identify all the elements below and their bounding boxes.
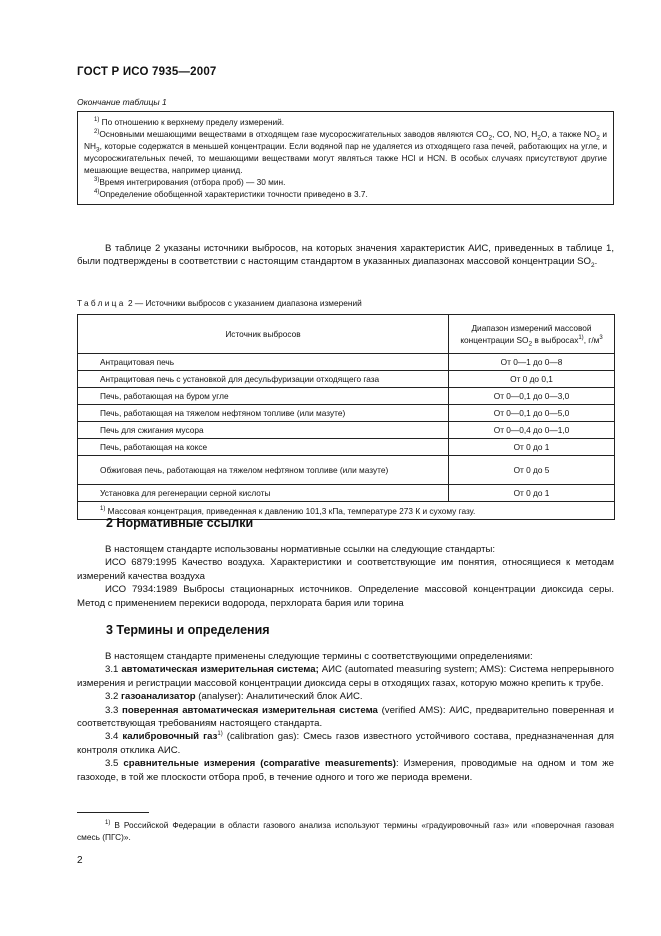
superscript: 1) [578, 335, 584, 342]
page-number: 2 [77, 855, 83, 866]
definition-3-1 [77, 663, 614, 690]
note-text: Основными мешающими веществами в отходящем газе мусоросжигательных заводов являются CO [99, 129, 489, 139]
section-2-title: 2 Нормативные ссылки [106, 516, 254, 530]
table1-note-3 [84, 176, 607, 188]
note-mark: 2) [94, 129, 100, 136]
table1-continuation-label: Окончание таблицы 1 [77, 97, 167, 107]
def-term: сравнительные измерения (comparative measurements) [123, 758, 396, 770]
source-cell: Обжиговая печь, работающая на тяжелом нефтяном топливе (или мазуте) [78, 456, 449, 485]
source-cell: Установка для регенерации серной кислоты [78, 485, 449, 502]
note-text: и NH [84, 129, 607, 151]
source-cell: Печь для сжигания мусора [78, 422, 449, 439]
range-cell: От 0 до 0,1 [449, 371, 615, 388]
subscript: 2 [528, 340, 533, 348]
range-cell: От 0 до 1 [449, 485, 615, 502]
col-range-text: , г/м [583, 335, 600, 345]
table-row [78, 371, 615, 388]
table-row [78, 354, 615, 371]
table2-caption [77, 298, 362, 308]
def-text: (verified AMS): АИС, предварительно поверенная и соответствующая требованиям настоящего стандарта. [77, 704, 614, 730]
table1-note-1 [84, 116, 607, 128]
table2-caption-text: 2 — Источники выбросов с указанием диапазона измерений [125, 298, 362, 308]
def-text: (analyser): Аналитический блок АИС. [195, 691, 363, 703]
table-row [78, 405, 615, 422]
document-header: ГОСТ Р ИСО 7935—2007 [77, 66, 217, 78]
def-term: автоматическая измерительная система; [121, 664, 319, 676]
table-row [78, 456, 615, 485]
section-3-intro: В настоящем стандарте применены следующие термины с соответствующими определениями: [105, 651, 533, 662]
table-row [78, 485, 615, 502]
col-range-text: в выбросах [532, 335, 579, 345]
note-mark: 4) [94, 189, 100, 196]
subscript: 3 [95, 146, 100, 154]
intro-paragraph [77, 242, 614, 269]
section-3-body [77, 650, 614, 784]
def-number: 3.3 [105, 704, 123, 716]
subscript: 2 [590, 262, 595, 270]
range-cell: От 0 до 5 [449, 456, 615, 485]
reference-iso-6879: ИСО 6879:1995 Качество воздуха. Характеристики и соответствующие им понятия, относящиеся к методам измерений качества воздуха [77, 557, 614, 582]
table1-note-2 [84, 128, 607, 176]
footnote-mark: 1) [100, 505, 106, 512]
note-text: , которые содержатся в меньшей концентрации. Если водяной пар не удаляется из отходящего газа печей, работающих на угле, и мусоросжигательных печей, то мешающими веществами могут являться также HCl и HCN. В особых случаях присутствуют другие мешающие вещества, например цианид. [84, 141, 607, 175]
intro-text: В таблице 2 указаны источники выбросов, на которых значения характеристик АИС, приведенных в таблице 1, были подтверждены в соответствии с настоящим стандартом в указанных диапазонах массовой концентрации SO [77, 243, 614, 268]
section-2-p1: В настоящем стандарте использованы нормативные ссылки на следующие стандарты: [105, 544, 496, 555]
range-cell: От 0—1 до 0—8 [449, 354, 615, 371]
superscript: 1) [217, 731, 223, 738]
def-number: 3.1 [105, 664, 122, 676]
section-2-body [77, 543, 614, 610]
subscript: 2 [488, 134, 493, 142]
note-text: O, а также NO [540, 129, 597, 139]
note-text: По отношению к верхнему пределу измерений. [99, 117, 285, 127]
note-text: Определение обобщенной характеристики точности приведено в 3.7. [99, 189, 368, 199]
col-range-text: Диапазон измерений массовой концентрации SO [460, 323, 592, 345]
note-text: , CO, NO, H [492, 129, 538, 139]
range-cell: От 0—0,1 до 0—3,0 [449, 388, 615, 405]
range-cell: От 0—0,4 до 0—1,0 [449, 422, 615, 439]
note-text: Время интегрирования (отбора проб) — 30 мин. [99, 177, 286, 187]
definition-3-3 [77, 704, 614, 731]
subscript: 2 [537, 134, 541, 142]
source-cell: Печь, работающая на буром угле [78, 388, 449, 405]
source-cell: Печь, работающая на коксе [78, 439, 449, 456]
subscript: 2 [596, 134, 600, 142]
table1-note-4 [84, 188, 607, 200]
table2-col-range [449, 315, 615, 354]
page-footnote [77, 819, 614, 843]
def-number: 3.5 [105, 758, 124, 770]
def-text: : Измерения, проводимые на одном и том же газоходе, в той же плоскости отбора проб, в течение одного и того же периода времени. [77, 758, 615, 783]
definition-3-4 [77, 730, 614, 757]
def-number: 3.4 [105, 731, 123, 743]
footnote-divider [77, 812, 149, 813]
table1-notes-box [77, 111, 614, 205]
source-cell: Антрацитовая печь с установкой для десульфуризации отходящего газа [78, 371, 449, 388]
definition-3-5 [77, 757, 614, 784]
footnote-text: В Российской Федерации в области газового анализа используют термины «градуировочный газ» или «поверочная газовая смесь (ПГС)». [77, 820, 614, 842]
def-number: 3.2 [105, 691, 122, 703]
def-term: поверенная автоматическая измерительная система [122, 704, 378, 716]
section-3-title: 3 Термины и определения [106, 623, 270, 637]
note-mark: 3) [94, 177, 100, 184]
table-row [78, 388, 615, 405]
source-cell: Антрацитовая печь [78, 354, 449, 371]
table2-caption-word: Таблица [77, 298, 126, 308]
table2 [77, 314, 615, 520]
range-cell: От 0—0,1 до 0—5,0 [449, 405, 615, 422]
note-mark: 1) [94, 117, 100, 124]
def-term: газоанализатор [121, 691, 196, 703]
source-cell: Печь, работающая на тяжелом нефтяном топливе (или мазуте) [78, 405, 449, 422]
table-row [78, 439, 615, 456]
table-row [78, 422, 615, 439]
definition-3-2 [77, 690, 614, 703]
range-cell: От 0 до 1 [449, 439, 615, 456]
def-text: (calibration gas): Смесь газов известного устойчивого состава, предназначенная для контроля отклика АИС. [77, 731, 614, 756]
intro-text-end: . [594, 256, 598, 268]
def-term: калибровочный газ [122, 731, 218, 743]
def-text: АИС (automated measuring system; AMS): Система непрерывного измерения и регистрации массовой концентрации диоксида серы в отходящих газах, которую можно крепить к трубе. [77, 664, 614, 689]
reference-iso-7934: ИСО 7934:1989 Выбросы стационарных источников. Определение массовой концентрации диоксида серы. Метод с применением перекиси водорода, перхлората бария или торина [77, 584, 614, 609]
footnote-text: Массовая концентрация, приведенная к давлению 101,3 кПа, температуре 273 К и сухому газу. [105, 505, 476, 516]
footnote-mark: 1) [105, 820, 111, 827]
superscript: 3 [599, 335, 603, 342]
table2-col-source: Источник выбросов [78, 315, 449, 354]
table2-header-row [78, 315, 615, 354]
